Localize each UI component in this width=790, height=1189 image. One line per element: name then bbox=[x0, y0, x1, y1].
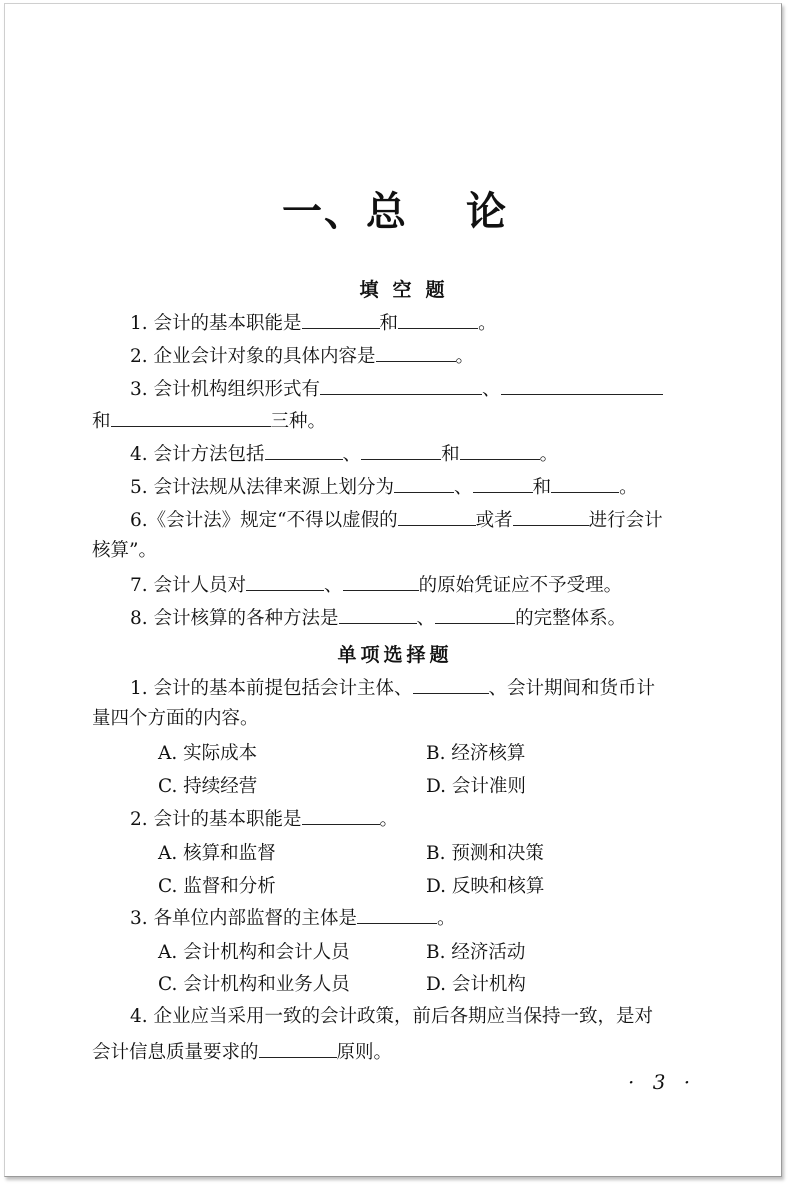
choice-q1: 1. 会计的基本前提包括会计主体、 、会计期间和货币计 bbox=[130, 675, 746, 701]
fill-q4: 4. 会计方法包括 、 和 。 bbox=[130, 441, 746, 467]
choice-q4: 4. 企业应当采用一致的会计政策，前后各期应当保持一致，是对 bbox=[130, 1006, 654, 1027]
chapter-title bbox=[0, 180, 790, 237]
choice-q3-option-c: C. 会计机构和业务人员 bbox=[158, 974, 350, 995]
fill-q3: 3. 会计机构组织形式有 、 bbox=[130, 376, 746, 402]
choice-q3-option-a: A. 会计机构和会计人员 bbox=[158, 942, 350, 963]
choice-q3-option-d: D. 会计机构 bbox=[426, 974, 526, 995]
fill-q6: 6.《会计法》规定“不得以虚假的 或者 进行会计 bbox=[130, 507, 746, 533]
page-number: · 3 · bbox=[628, 1070, 697, 1094]
choice-q2-option-b: B. 预测和决策 bbox=[426, 843, 544, 864]
choice-q1-option-d: D. 会计准则 bbox=[426, 776, 526, 797]
choice-q4-cont: 会计信息质量要求的 原则。 bbox=[92, 1039, 708, 1065]
choice-q1-cont: 量四个方面的内容。 bbox=[92, 708, 259, 729]
fill-q3-cont: 和 三种。 bbox=[92, 408, 708, 434]
choice-q1-option-a: A. 实际成本 bbox=[158, 743, 258, 764]
chapter-title-part1: 一、总 bbox=[282, 189, 408, 235]
choice-q1-option-b: B. 经济核算 bbox=[426, 743, 526, 764]
choice-q2-option-c: C. 监督和分析 bbox=[158, 876, 276, 897]
chapter-title-part2: 论 bbox=[466, 189, 508, 235]
choice-q1-option-c: C. 持续经营 bbox=[158, 776, 258, 797]
choice-q2-option-a: A. 核算和监督 bbox=[158, 843, 276, 864]
choice-q2-option-d: D. 反映和核算 bbox=[426, 876, 545, 897]
fill-q8: 8. 会计核算的各种方法是 、 的完整体系。 bbox=[130, 605, 746, 631]
choice-q2: 2. 会计的基本职能是 。 bbox=[130, 806, 746, 832]
single-choice-heading: 单项选择题 bbox=[337, 644, 453, 666]
choice-q3: 3. 各单位内部监督的主体是 。 bbox=[130, 905, 746, 931]
fill-q7: 7. 会计人员对 、 的原始凭证应不予受理。 bbox=[130, 572, 746, 598]
fill-q5: 5. 会计法规从法律来源上划分为 、 和 。 bbox=[130, 474, 746, 500]
fill-q1: 1. 会计的基本职能是 和 。 bbox=[130, 310, 746, 336]
fill-q6-cont: 核算”。 bbox=[92, 540, 157, 561]
choice-q3-option-b: B. 经济活动 bbox=[426, 942, 526, 963]
fill-in-heading: 填空题 bbox=[359, 279, 459, 301]
fill-q2: 2. 企业会计对象的具体内容是 。 bbox=[130, 343, 746, 369]
